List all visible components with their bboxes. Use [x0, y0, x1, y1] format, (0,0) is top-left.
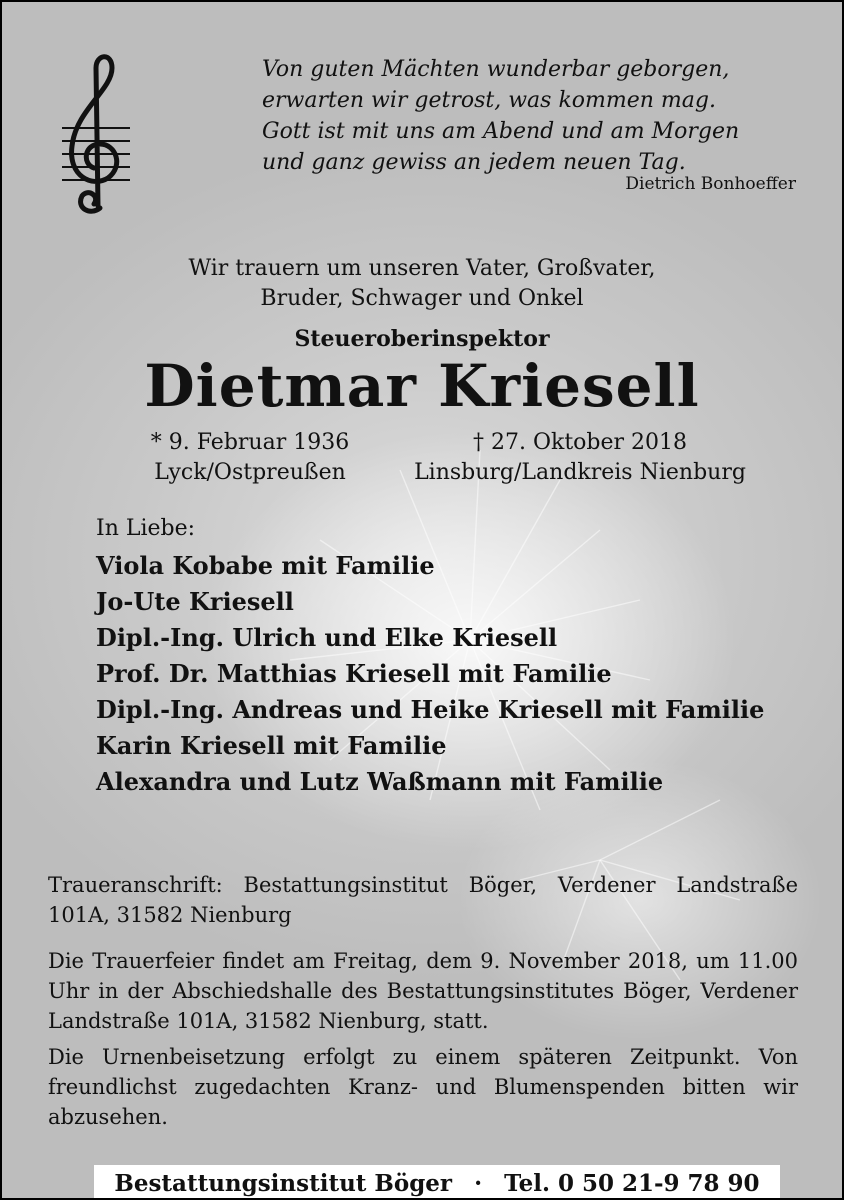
intro-line: Bruder, Schwager und Onkel [260, 286, 584, 311]
death-place: Linsburg/Landkreis Nienburg [414, 460, 746, 485]
footer-separator: · [474, 1170, 483, 1197]
urn-burial-info: Die Urnenbeisetzung erfolgt zu einem späteren Zeitpunkt. Von freundlichst zugedachten Kranz- und Blumenspenden bitten wir abzusehen. [48, 1045, 798, 1129]
deceased-title: Steueroberinspektor [294, 326, 550, 352]
funeral-home-phone: Tel. 0 50 21-9 78 90 [504, 1170, 760, 1197]
mourner-name: Prof. Dr. Matthias Kriesell mit Familie [96, 659, 612, 688]
poem-quote [262, 54, 802, 178]
mourning-address: Traueranschrift: Bestattungsinstitut Böger, Verdener Landstraße 101A, 31582 Nienburg [48, 873, 798, 927]
treble-clef-icon [50, 48, 140, 218]
mourners-label: In Liebe: [96, 516, 196, 541]
mourner-name: Jo-Ute Kriesell [96, 587, 294, 616]
funeral-home-name: Bestattungsinstitut Böger [114, 1170, 453, 1197]
mourner-name: Karin Kriesell mit Familie [96, 731, 447, 760]
birth-place: Lyck/Ostpreußen [154, 460, 346, 485]
poem-line: erwarten wir getrost, was kommen mag. [262, 88, 716, 113]
poem-line: und ganz gewiss an jedem neuen Tag. [262, 150, 686, 175]
ceremony-info: Die Trauerfeier findet am Freitag, dem 9. November 2018, um 11.00 Uhr in der Abschiedshalle des Bestattungsinstitutes Böger, Verdener Landstraße 101A, 31582 Nienburg, statt. [48, 949, 798, 1033]
funeral-home-footer [94, 1165, 780, 1200]
death-date: † 27. Oktober 2018 [472, 430, 688, 455]
mourner-name: Dipl.-Ing. Ulrich und Elke Kriesell [96, 623, 558, 652]
poem-author: Dietrich Bonhoeffer [625, 174, 796, 194]
mourner-name: Viola Kobabe mit Familie [96, 551, 435, 580]
mourner-name: Dipl.-Ing. Andreas und Heike Kriesell mit Familie [96, 695, 765, 724]
intro-line: Wir trauern um unseren Vater, Großvater, [188, 256, 656, 281]
deceased-name: Dietmar Kriesell [144, 352, 700, 420]
poem-line: Von guten Mächten wunderbar geborgen, [262, 57, 730, 82]
poem-line: Gott ist mit uns am Abend und am Morgen [262, 119, 740, 144]
mourner-name: Alexandra und Lutz Waßmann mit Familie [96, 767, 664, 796]
birth-date: * 9. Februar 1936 [150, 430, 350, 455]
mourners-list [96, 548, 764, 800]
